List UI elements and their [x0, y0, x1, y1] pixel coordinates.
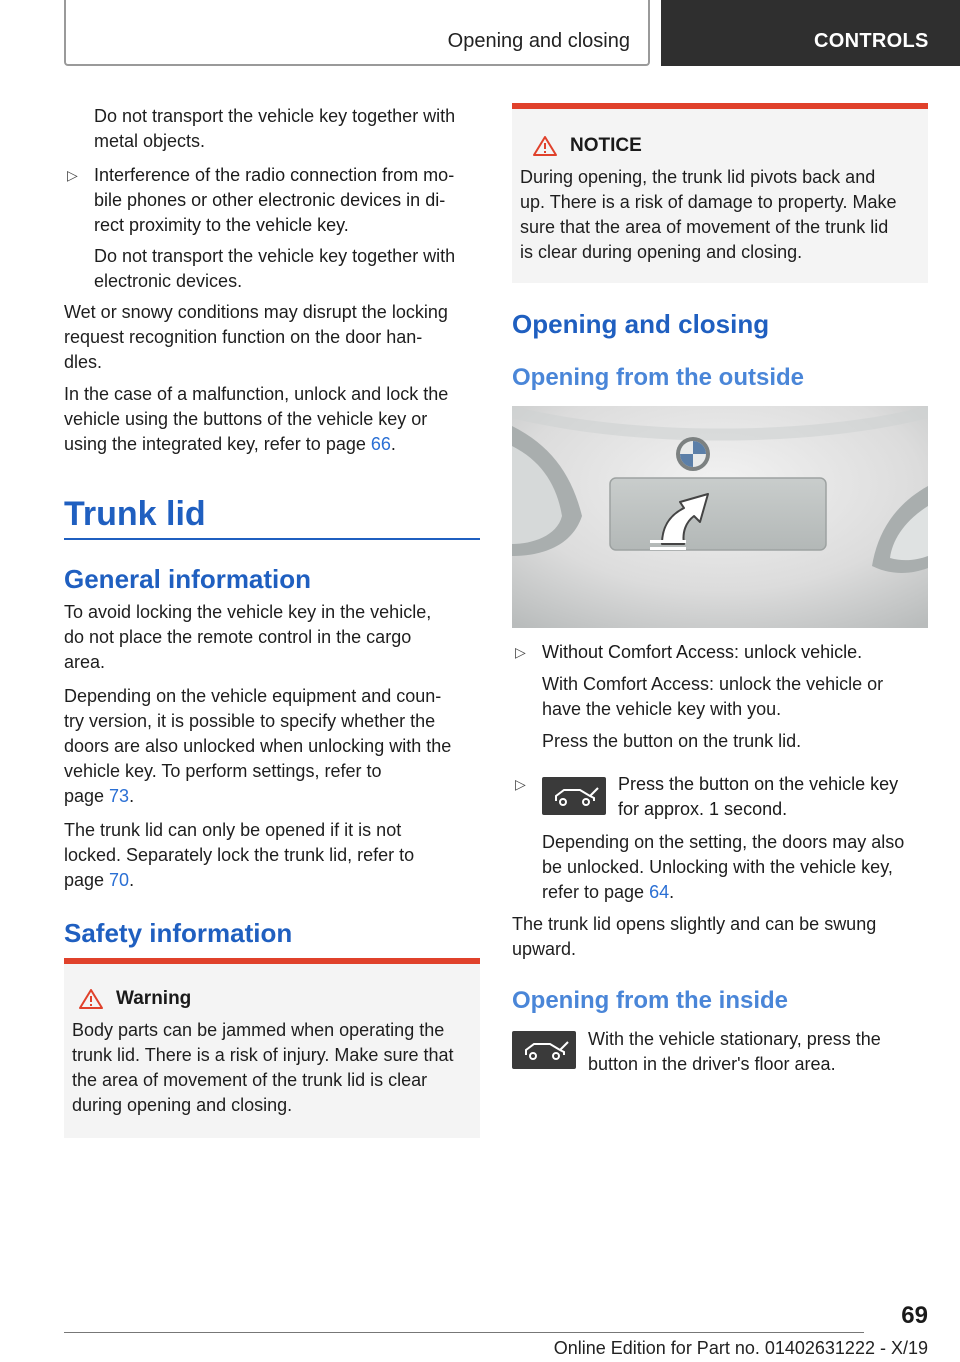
warning-box — [64, 958, 480, 1138]
text-line: To avoid locking the vehicle key in the vehicle, — [64, 602, 432, 622]
text-line: Depending on the setting, the doors may also — [542, 832, 905, 852]
bullet-triangle-icon: ▷ — [515, 776, 526, 792]
warning-title-row — [72, 988, 472, 1010]
text-line: rect proximity to the vehicle key. — [94, 215, 349, 235]
paragraph — [64, 300, 484, 375]
text-line: locked. Separately lock the trunk lid, refer to — [64, 845, 415, 865]
text-line: Depending on the vehicle equipment and coun- — [64, 686, 442, 706]
section-heading: Safety information — [64, 918, 293, 948]
text-line: Do not transport the vehicle key together with metal objects. — [94, 106, 456, 151]
text-line: doors are also unlocked when unlocking with the — [64, 736, 452, 756]
page-number: 69 — [901, 1302, 928, 1329]
paragraph — [64, 104, 480, 154]
warning-triangle-icon — [532, 135, 558, 157]
footer-rule — [64, 1332, 864, 1333]
text-line: With the vehicle stationary, press the — [588, 1029, 881, 1049]
list-item — [512, 640, 932, 665]
warning-triangle-icon — [78, 988, 104, 1010]
trunk-open-glyph — [542, 777, 606, 815]
text-line: vehicle key. To perform settings, refer to — [64, 761, 382, 781]
trunk-open-icon — [542, 777, 606, 815]
header-section-title: Opening and closing — [447, 30, 630, 52]
text-line: Without Comfort Access: unlock vehicle. — [542, 642, 863, 662]
paragraph — [64, 818, 484, 893]
notice-text — [520, 165, 920, 265]
text-line: have the vehicle key with you. — [542, 699, 782, 719]
text-line — [64, 868, 484, 893]
text-line: area. — [64, 652, 106, 672]
text-span: refer to page — [542, 882, 650, 902]
trunk-lid-photo — [512, 406, 928, 628]
notice-box — [512, 103, 928, 283]
bullet-triangle-icon: ▷ — [515, 644, 526, 660]
chapter-heading: Trunk lid — [64, 495, 206, 533]
header-section-tab — [64, 0, 650, 66]
text-line: bile phones or other electronic devices in di- — [94, 190, 446, 210]
paragraph — [64, 244, 484, 294]
heading-rule — [64, 538, 480, 540]
bullet-triangle-icon: ▷ — [67, 167, 78, 183]
page-link[interactable]: 70 — [109, 870, 130, 890]
text-line: The trunk lid opens slightly and can be swung — [512, 914, 877, 934]
text-line: Do not transport the vehicle key together with — [94, 246, 456, 266]
warning-text — [72, 1018, 472, 1118]
paragraph — [64, 600, 484, 675]
text-line: Press the button on the vehicle key — [618, 774, 899, 794]
footer-edition: Online Edition for Part no. 01402631222 - X/19 — [553, 1338, 928, 1358]
text-line: In the case of a malfunction, unlock and lock the — [64, 384, 449, 404]
list-item — [64, 163, 484, 238]
text-span: using the integrated key, refer to page — [64, 434, 371, 454]
text-line: Press the button on the trunk lid. — [542, 731, 802, 751]
paragraph — [512, 672, 932, 722]
paragraph — [512, 729, 932, 754]
text-line: the area of movement of the trunk lid is clear — [72, 1070, 428, 1090]
section-heading: General information — [64, 564, 312, 594]
text-line: trunk lid. There is a risk of injury. Make sure that — [72, 1045, 454, 1065]
page-link[interactable]: 66 — [370, 434, 391, 454]
text-line: Wet or snowy conditions may disrupt the locking — [64, 302, 448, 322]
text-line: is clear during opening and closing. — [520, 242, 803, 262]
text-period: . — [390, 434, 396, 454]
text-line: With Comfort Access: unlock the vehicle or — [542, 674, 884, 694]
section-heading: Opening and closing — [512, 309, 770, 339]
text-line: try version, it is possible to specify whether the — [64, 711, 436, 731]
warning-title: Warning — [116, 988, 192, 1009]
paragraph — [512, 830, 932, 905]
text-line: button in the driver's floor area. — [588, 1054, 836, 1074]
text-line: electronic devices. — [94, 271, 243, 291]
text-span: page — [64, 870, 110, 890]
notice-title-row — [520, 135, 920, 157]
text-line: Interference of the radio connection from mo- — [94, 165, 455, 185]
text-line: up. There is a risk of damage to property. Make — [520, 192, 897, 212]
text-span: page — [64, 786, 110, 806]
text-line: dles. — [64, 352, 103, 372]
trunk-open-glyph — [512, 1031, 576, 1069]
header-chapter-title: CONTROLS — [814, 30, 929, 52]
paragraph — [64, 684, 484, 809]
text-line: request recognition function on the door han- — [64, 327, 423, 347]
text-line: Body parts can be jammed when operating the — [72, 1020, 445, 1040]
trunk-open-icon — [512, 1031, 576, 1069]
text-line: during opening and closing. — [72, 1095, 293, 1115]
text-line: upward. — [512, 939, 577, 959]
text-line: do not place the remote control in the cargo — [64, 627, 412, 647]
page-link[interactable]: 73 — [109, 786, 130, 806]
paragraph — [64, 382, 484, 457]
text-line: be unlocked. Unlocking with the vehicle key, — [542, 857, 893, 877]
text-line: During opening, the trunk lid pivots back and — [520, 167, 876, 187]
page-link[interactable]: 64 — [649, 882, 670, 902]
trunk-illustration — [512, 406, 928, 628]
text-line: vehicle using the buttons of the vehicle key or — [64, 409, 428, 429]
text-line: for approx. 1 second. — [618, 799, 788, 819]
subsection-heading: Opening from the inside — [512, 987, 789, 1014]
list-item — [512, 772, 932, 822]
text-line: The trunk lid can only be opened if it is not — [64, 820, 402, 840]
paragraph — [588, 1027, 928, 1077]
text-period: . — [669, 882, 675, 902]
text-period: . — [129, 870, 135, 890]
text-line — [542, 880, 932, 905]
text-line: sure that the area of movement of the trunk lid — [520, 217, 889, 237]
subsection-heading: Opening from the outside — [512, 364, 804, 391]
text-line — [64, 432, 484, 457]
header-chapter-tab — [661, 0, 960, 66]
notice-title: NOTICE — [570, 135, 642, 156]
paragraph — [512, 912, 932, 962]
text-line — [64, 784, 484, 809]
text-period: . — [129, 786, 135, 806]
